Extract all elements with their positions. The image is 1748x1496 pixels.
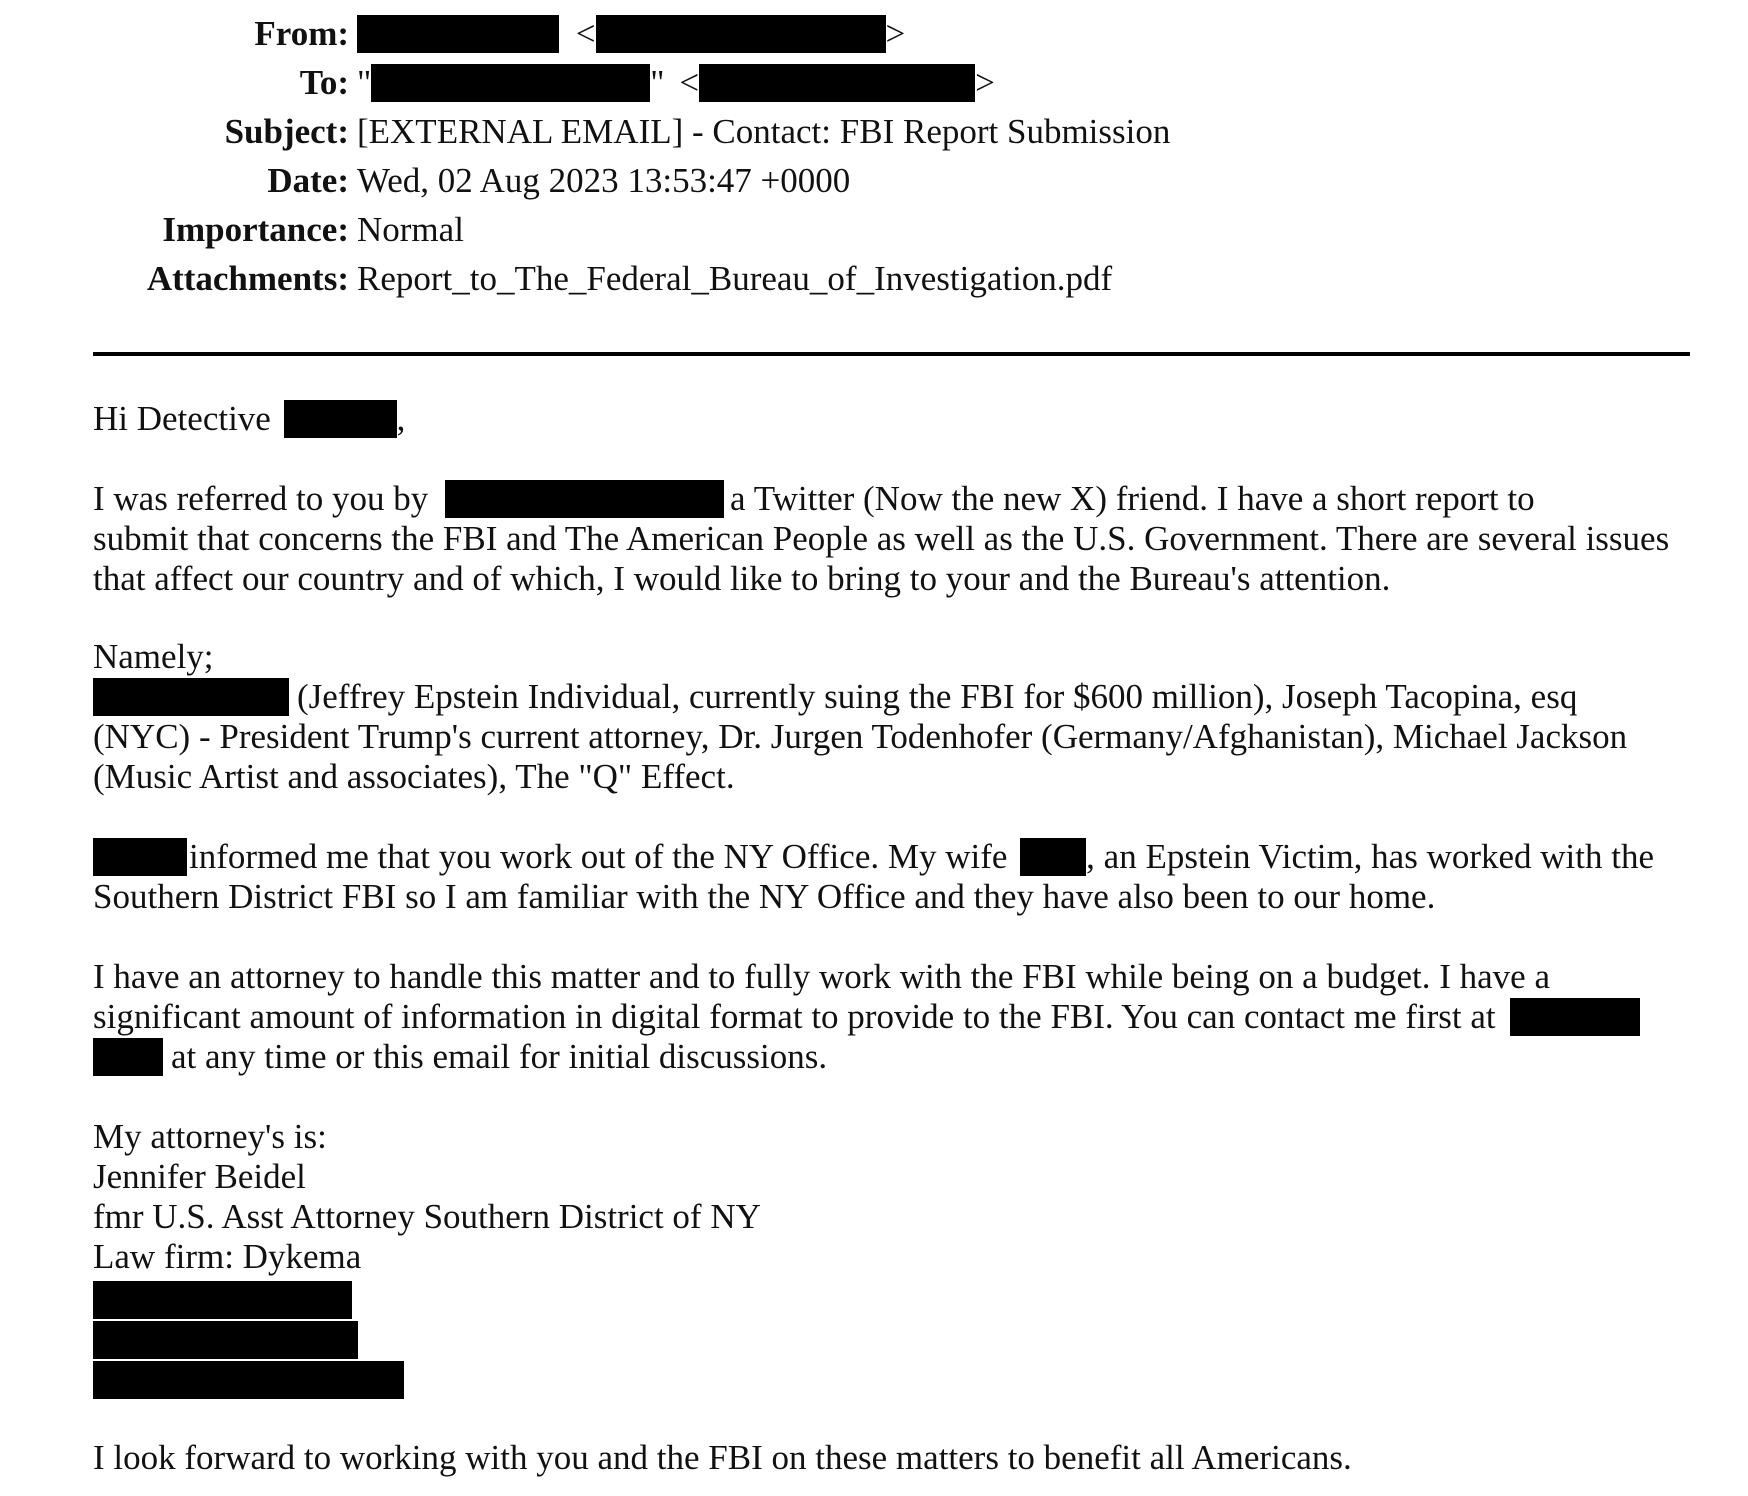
redacted-phone-part-1 — [1510, 998, 1640, 1036]
from-label: From: — [254, 14, 349, 53]
quote-close: " — [650, 63, 665, 102]
paragraph-2-line-3: (NYC) - President Trump's current attorney, Dr. Jurgen Todenhofer (Germany/Afghanistan), Michael Jackson — [93, 717, 1628, 756]
attachment-link[interactable]: Report_to_The_Federal_Bureau_of_Investigation.pdf — [357, 259, 1113, 298]
paragraph-5-line-2: Jennifer Beidel — [93, 1157, 306, 1196]
p4-text-a: significant amount of information in digital format to provide to the FBI. You can contact me first at — [93, 997, 1496, 1036]
to-value — [357, 63, 995, 103]
paragraph-2-line-4: (Music Artist and associates), The "Q" Effect. — [93, 757, 735, 796]
subject-value: [EXTERNAL EMAIL] - Contact: FBI Report Submission — [357, 112, 1171, 151]
paragraph-5-line-4: Law firm: Dykema — [93, 1237, 362, 1276]
p2-text: (Jeffrey Epstein Individual, currently suing the FBI for $600 million), Joseph Tacopina, esq — [297, 677, 1578, 716]
redacted-detective-name — [284, 400, 397, 438]
redacted-wife-name — [1020, 838, 1086, 876]
paragraph-5-line-1: My attorney's is: — [93, 1117, 327, 1156]
paragraph-1-line-1 — [93, 479, 1535, 519]
angle-close: > — [975, 63, 995, 102]
angle-close: > — [885, 14, 906, 53]
importance-value: Normal — [357, 210, 464, 249]
redacted-recipient-email — [699, 64, 975, 102]
greeting-comma: , — [396, 399, 406, 438]
p3-text-b: , an Epstein Victim, has worked with the — [1086, 837, 1655, 876]
header-from-row — [0, 14, 905, 58]
closing-line: I look forward to working with you and the FBI on these matters to benefit all Americans. — [93, 1438, 1352, 1477]
subject-label: Subject: — [224, 112, 349, 151]
date-label: Date: — [267, 161, 349, 200]
importance-label: Importance: — [162, 210, 349, 249]
header-divider — [93, 352, 1690, 356]
paragraph-2-line-1: Namely; — [93, 637, 214, 676]
date-value: Wed, 02 Aug 2023 13:53:47 +0000 — [357, 161, 851, 200]
header-importance-row — [0, 210, 464, 254]
header-attachments-row — [0, 259, 1112, 303]
paragraph-3-line-2: Southern District FBI so I am familiar with the NY Office and they have also been to our home. — [93, 877, 1436, 916]
quote-open: " — [357, 63, 372, 102]
from-value — [357, 14, 905, 54]
redacted-referrer-name — [445, 480, 724, 518]
to-label: To: — [299, 63, 349, 102]
header-date-row — [0, 161, 850, 205]
greeting-text: Hi Detective — [93, 399, 271, 438]
paragraph-3-line-1 — [93, 837, 1654, 877]
redacted-recipient-name — [371, 64, 650, 102]
p1-text-b: a Twitter (Now the new X) friend. I have a short report to — [730, 479, 1535, 518]
redacted-referrer-name-2 — [93, 838, 187, 876]
redacted-address-line-1 — [93, 1281, 352, 1319]
redacted-phone-part-2 — [93, 1038, 163, 1076]
redacted-address-line-2 — [93, 1321, 358, 1359]
header-subject-row — [0, 112, 1170, 156]
angle-open: < — [679, 63, 700, 102]
p1-text-a: I was referred to you by — [93, 479, 429, 518]
attachments-label: Attachments: — [146, 259, 349, 298]
greeting-line — [93, 399, 405, 439]
paragraph-5-line-3: fmr U.S. Asst Attorney Southern District of NY — [93, 1197, 761, 1236]
paragraph-1-line-3: that affect our country and of which, I would like to bring to your and the Bureau's attention. — [93, 559, 1391, 598]
p3-text-a: informed me that you work out of the NY Office. My wife — [189, 837, 1008, 876]
redacted-sender-email — [596, 15, 886, 53]
header-to-row — [0, 63, 995, 107]
paragraph-4-line-1: I have an attorney to handle this matter and to fully work with the FBI while being on a budget. I have a — [93, 957, 1550, 996]
angle-open: < — [575, 14, 596, 53]
paragraph-4-line-2 — [93, 997, 1640, 1037]
paragraph-1-line-2: submit that concerns the FBI and The American People as well as the U.S. Government. There are several issues — [93, 519, 1670, 558]
redacted-sender-name — [357, 15, 559, 53]
paragraph-4-line-3 — [93, 1037, 827, 1077]
redacted-address-line-3 — [93, 1361, 404, 1399]
redacted-individual-name — [93, 678, 289, 716]
paragraph-2-line-2 — [93, 677, 1577, 717]
p4-text-b: at any time or this email for initial discussions. — [171, 1037, 828, 1076]
